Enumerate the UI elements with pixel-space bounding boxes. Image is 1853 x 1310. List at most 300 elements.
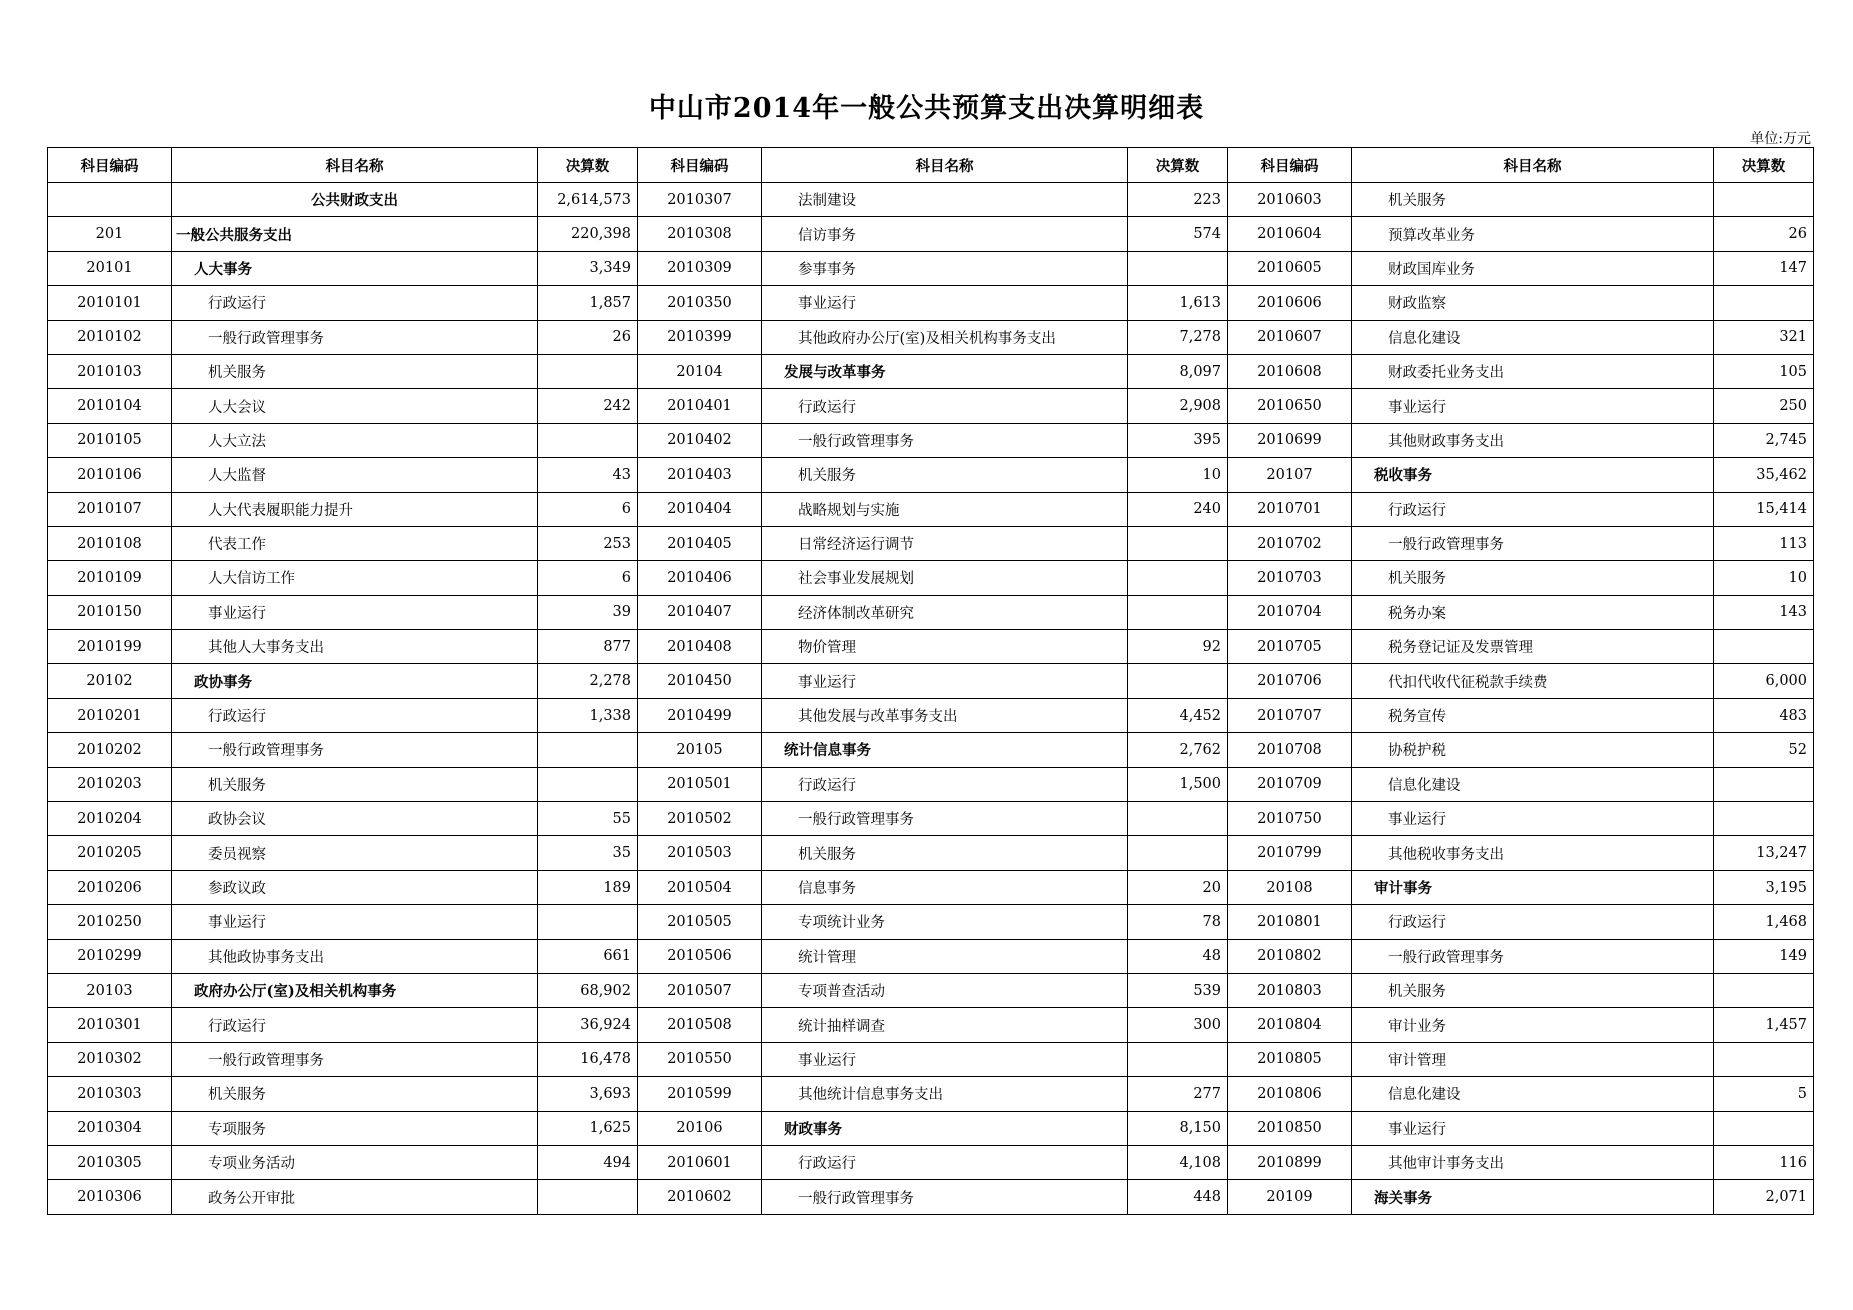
subject-name-cell: 行政运行	[762, 389, 1128, 423]
subject-code-cell: 2010402	[638, 423, 762, 457]
final-amount-cell: 395	[1128, 423, 1228, 457]
subject-name-cell: 一般行政管理事务	[172, 1042, 538, 1076]
subject-name-cell: 其他税收事务支出	[1352, 836, 1714, 870]
final-amount-cell	[1128, 802, 1228, 836]
final-amount-cell: 483	[1714, 698, 1814, 732]
final-amount-cell: 240	[1128, 492, 1228, 526]
subject-code-cell: 20104	[638, 354, 762, 388]
subject-code-cell: 2010150	[48, 595, 172, 629]
subject-code-cell: 2010401	[638, 389, 762, 423]
final-amount-cell	[1714, 767, 1814, 801]
final-amount-cell: 26	[538, 320, 638, 354]
column-header-value: 决算数	[1714, 148, 1814, 183]
final-amount-cell: 8,097	[1128, 354, 1228, 388]
table-row	[48, 526, 1814, 560]
final-amount-cell: 55	[538, 802, 638, 836]
subject-name-cell: 发展与改革事务	[762, 354, 1128, 388]
subject-name-cell: 事业运行	[1352, 802, 1714, 836]
subject-name-cell: 行政运行	[172, 286, 538, 320]
subject-name-cell: 参事事务	[762, 251, 1128, 285]
table-row	[48, 354, 1814, 388]
subject-code-cell: 2010499	[638, 698, 762, 732]
table-row	[48, 802, 1814, 836]
subject-code-cell: 2010850	[1228, 1111, 1352, 1145]
subject-name-cell: 行政运行	[1352, 492, 1714, 526]
subject-name-cell: 其他发展与改革事务支出	[762, 698, 1128, 732]
final-amount-cell	[1128, 526, 1228, 560]
table-body	[48, 183, 1814, 1215]
subject-code-cell: 2010203	[48, 767, 172, 801]
final-amount-cell	[1128, 595, 1228, 629]
subject-name-cell: 税务宣传	[1352, 698, 1714, 732]
subject-name-cell: 财政国库业务	[1352, 251, 1714, 285]
subject-name-cell: 专项业务活动	[172, 1145, 538, 1179]
subject-code-cell: 20105	[638, 733, 762, 767]
final-amount-cell: 1,457	[1714, 1008, 1814, 1042]
final-amount-cell: 52	[1714, 733, 1814, 767]
subject-name-cell: 事业运行	[762, 286, 1128, 320]
subject-name-cell: 机关服务	[1352, 973, 1714, 1007]
subject-name-cell: 物价管理	[762, 630, 1128, 664]
subject-name-cell: 税务办案	[1352, 595, 1714, 629]
final-amount-cell	[1714, 183, 1814, 217]
final-amount-cell: 6,000	[1714, 664, 1814, 698]
subject-code-cell: 2010405	[638, 526, 762, 560]
table-row	[48, 1077, 1814, 1111]
final-amount-cell	[538, 905, 638, 939]
final-amount-cell: 4,452	[1128, 698, 1228, 732]
subject-code-cell: 2010302	[48, 1042, 172, 1076]
final-amount-cell: 48	[1128, 939, 1228, 973]
subject-code-cell: 2010308	[638, 217, 762, 251]
subject-code-cell: 2010307	[638, 183, 762, 217]
subject-name-cell: 代表工作	[172, 526, 538, 560]
subject-name-cell: 协税护税	[1352, 733, 1714, 767]
subject-code-cell: 2010503	[638, 836, 762, 870]
subject-code-cell: 2010550	[638, 1042, 762, 1076]
final-amount-cell: 2,908	[1128, 389, 1228, 423]
subject-name-cell: 一般行政管理事务	[1352, 939, 1714, 973]
table-row	[48, 733, 1814, 767]
final-amount-cell	[1128, 561, 1228, 595]
subject-name-cell: 机关服务	[172, 1077, 538, 1111]
final-amount-cell	[538, 1180, 638, 1214]
subject-name-cell: 其他政协事务支出	[172, 939, 538, 973]
subject-code-cell: 2010202	[48, 733, 172, 767]
subject-code-cell: 20107	[1228, 458, 1352, 492]
subject-code-cell: 2010404	[638, 492, 762, 526]
subject-name-cell: 事业运行	[172, 905, 538, 939]
subject-code-cell: 2010802	[1228, 939, 1352, 973]
subject-name-cell: 人大监督	[172, 458, 538, 492]
final-amount-cell: 15,414	[1714, 492, 1814, 526]
final-amount-cell	[1714, 1111, 1814, 1145]
subject-name-cell: 审计事务	[1352, 870, 1714, 904]
final-amount-cell: 1,468	[1714, 905, 1814, 939]
subject-code-cell: 2010702	[1228, 526, 1352, 560]
final-amount-cell: 277	[1128, 1077, 1228, 1111]
final-amount-cell: 253	[538, 526, 638, 560]
budget-table	[47, 147, 1814, 1215]
table-row	[48, 320, 1814, 354]
subject-code-cell: 2010805	[1228, 1042, 1352, 1076]
subject-name-cell: 事业运行	[1352, 1111, 1714, 1145]
final-amount-cell: 220,398	[538, 217, 638, 251]
final-amount-cell: 92	[1128, 630, 1228, 664]
subject-code-cell: 2010703	[1228, 561, 1352, 595]
final-amount-cell: 1,613	[1128, 286, 1228, 320]
subject-name-cell: 机关服务	[172, 767, 538, 801]
table-row	[48, 905, 1814, 939]
subject-code-cell: 2010604	[1228, 217, 1352, 251]
subject-code-cell: 2010109	[48, 561, 172, 595]
subject-code-cell: 2010101	[48, 286, 172, 320]
subject-code-cell: 2010304	[48, 1111, 172, 1145]
final-amount-cell: 250	[1714, 389, 1814, 423]
final-amount-cell: 877	[538, 630, 638, 664]
subject-code-cell: 2010705	[1228, 630, 1352, 664]
subject-name-cell: 人大信访工作	[172, 561, 538, 595]
subject-name-cell: 人大立法	[172, 423, 538, 457]
final-amount-cell: 36,924	[538, 1008, 638, 1042]
final-amount-cell: 39	[538, 595, 638, 629]
table-row	[48, 251, 1814, 285]
subject-code-cell: 2010708	[1228, 733, 1352, 767]
subject-code-cell: 20102	[48, 664, 172, 698]
subject-code-cell: 20101	[48, 251, 172, 285]
final-amount-cell: 6	[538, 492, 638, 526]
subject-name-cell: 一般行政管理事务	[762, 423, 1128, 457]
subject-code-cell: 2010108	[48, 526, 172, 560]
column-header-value: 决算数	[538, 148, 638, 183]
subject-code-cell: 2010502	[638, 802, 762, 836]
column-header-code: 科目编码	[638, 148, 762, 183]
final-amount-cell: 116	[1714, 1145, 1814, 1179]
subject-name-cell: 事业运行	[762, 1042, 1128, 1076]
subject-code-cell: 2010699	[1228, 423, 1352, 457]
final-amount-cell: 26	[1714, 217, 1814, 251]
subject-name-cell: 信息化建设	[1352, 767, 1714, 801]
table-row	[48, 286, 1814, 320]
subject-code-cell: 2010709	[1228, 767, 1352, 801]
subject-name-cell: 政协事务	[172, 664, 538, 698]
final-amount-cell: 223	[1128, 183, 1228, 217]
subject-code-cell: 2010305	[48, 1145, 172, 1179]
subject-code-cell: 2010506	[638, 939, 762, 973]
final-amount-cell: 189	[538, 870, 638, 904]
final-amount-cell: 6	[538, 561, 638, 595]
subject-code-cell: 2010801	[1228, 905, 1352, 939]
subject-name-cell: 机关服务	[1352, 561, 1714, 595]
final-amount-cell: 1,625	[538, 1111, 638, 1145]
subject-code-cell: 20109	[1228, 1180, 1352, 1214]
table-row	[48, 1008, 1814, 1042]
subject-name-cell: 专项服务	[172, 1111, 538, 1145]
final-amount-cell: 242	[538, 389, 638, 423]
subject-name-cell: 财政委托业务支出	[1352, 354, 1714, 388]
subject-name-cell: 事业运行	[762, 664, 1128, 698]
subject-code-cell: 2010607	[1228, 320, 1352, 354]
final-amount-cell: 35	[538, 836, 638, 870]
subject-name-cell: 一般行政管理事务	[762, 1180, 1128, 1214]
subject-code-cell: 2010408	[638, 630, 762, 664]
final-amount-cell: 1,857	[538, 286, 638, 320]
subject-name-cell: 信息事务	[762, 870, 1128, 904]
table-row	[48, 183, 1814, 217]
subject-name-cell: 预算改革业务	[1352, 217, 1714, 251]
final-amount-cell: 574	[1128, 217, 1228, 251]
subject-name-cell: 其他财政事务支出	[1352, 423, 1714, 457]
final-amount-cell: 143	[1714, 595, 1814, 629]
table-row	[48, 870, 1814, 904]
table-row	[48, 1042, 1814, 1076]
subject-name-cell: 一般公共服务支出	[172, 217, 538, 251]
subject-code-cell: 2010105	[48, 423, 172, 457]
subject-code-cell: 2010406	[638, 561, 762, 595]
subject-code-cell: 2010403	[638, 458, 762, 492]
final-amount-cell: 1,338	[538, 698, 638, 732]
subject-code-cell: 201	[48, 217, 172, 251]
subject-name-cell: 其他政府办公厅(室)及相关机构事务支出	[762, 320, 1128, 354]
final-amount-cell	[538, 767, 638, 801]
subject-name-cell: 审计业务	[1352, 1008, 1714, 1042]
final-amount-cell: 448	[1128, 1180, 1228, 1214]
table-row	[48, 389, 1814, 423]
subject-name-cell: 海关事务	[1352, 1180, 1714, 1214]
subject-name-cell: 机关服务	[762, 458, 1128, 492]
subject-code-cell: 2010107	[48, 492, 172, 526]
table-row	[48, 492, 1814, 526]
subject-code-cell: 2010201	[48, 698, 172, 732]
subject-name-cell: 行政运行	[762, 1145, 1128, 1179]
subject-name-cell: 行政运行	[172, 1008, 538, 1042]
subject-name-cell: 一般行政管理事务	[1352, 526, 1714, 560]
subject-name-cell: 行政运行	[1352, 905, 1714, 939]
final-amount-cell: 3,693	[538, 1077, 638, 1111]
table-row	[48, 423, 1814, 457]
final-amount-cell: 10	[1128, 458, 1228, 492]
final-amount-cell: 539	[1128, 973, 1228, 1007]
final-amount-cell: 5	[1714, 1077, 1814, 1111]
subject-code-cell: 2010507	[638, 973, 762, 1007]
subject-name-cell: 政协会议	[172, 802, 538, 836]
table-row	[48, 630, 1814, 664]
final-amount-cell: 3,195	[1714, 870, 1814, 904]
subject-code-cell: 2010450	[638, 664, 762, 698]
final-amount-cell: 13,247	[1714, 836, 1814, 870]
final-amount-cell	[1714, 1042, 1814, 1076]
subject-name-cell: 其他审计事务支出	[1352, 1145, 1714, 1179]
final-amount-cell	[1714, 973, 1814, 1007]
subject-name-cell: 信息化建设	[1352, 1077, 1714, 1111]
subject-code-cell: 2010250	[48, 905, 172, 939]
subject-code-cell: 2010407	[638, 595, 762, 629]
subject-name-cell: 行政运行	[762, 767, 1128, 801]
final-amount-cell	[1128, 664, 1228, 698]
subject-code-cell: 2010603	[1228, 183, 1352, 217]
subject-name-cell: 一般行政管理事务	[172, 733, 538, 767]
final-amount-cell: 321	[1714, 320, 1814, 354]
subject-code-cell: 2010309	[638, 251, 762, 285]
subject-name-cell: 机关服务	[172, 354, 538, 388]
subject-code-cell: 2010601	[638, 1145, 762, 1179]
subject-code-cell: 2010103	[48, 354, 172, 388]
subject-code-cell: 2010102	[48, 320, 172, 354]
subject-code-cell: 2010508	[638, 1008, 762, 1042]
subject-code-cell: 2010501	[638, 767, 762, 801]
final-amount-cell: 2,071	[1714, 1180, 1814, 1214]
table-row	[48, 1180, 1814, 1214]
subject-name-cell: 专项统计业务	[762, 905, 1128, 939]
subject-name-cell: 其他人大事务支出	[172, 630, 538, 664]
subject-code-cell: 20106	[638, 1111, 762, 1145]
subject-name-cell: 法制建设	[762, 183, 1128, 217]
subject-code-cell: 2010205	[48, 836, 172, 870]
subject-code-cell: 20108	[1228, 870, 1352, 904]
final-amount-cell: 16,478	[538, 1042, 638, 1076]
final-amount-cell: 149	[1714, 939, 1814, 973]
subject-name-cell: 行政运行	[172, 698, 538, 732]
column-header-name: 科目名称	[172, 148, 538, 183]
subject-code-cell: 2010899	[1228, 1145, 1352, 1179]
subject-code-cell: 2010606	[1228, 286, 1352, 320]
subject-code-cell: 2010505	[638, 905, 762, 939]
subject-name-cell: 专项普查活动	[762, 973, 1128, 1007]
subject-code-cell: 20103	[48, 973, 172, 1007]
subject-name-cell: 政府办公厅(室)及相关机构事务	[172, 973, 538, 1007]
final-amount-cell: 661	[538, 939, 638, 973]
column-header-name: 科目名称	[1352, 148, 1714, 183]
table-row	[48, 1145, 1814, 1179]
table-row	[48, 973, 1814, 1007]
table-row	[48, 698, 1814, 732]
final-amount-cell	[538, 354, 638, 388]
subject-name-cell: 审计管理	[1352, 1042, 1714, 1076]
subject-code-cell: 2010350	[638, 286, 762, 320]
subject-name-cell: 社会事业发展规划	[762, 561, 1128, 595]
subject-name-cell: 一般行政管理事务	[172, 320, 538, 354]
subject-name-cell: 统计管理	[762, 939, 1128, 973]
subject-name-cell: 机关服务	[762, 836, 1128, 870]
final-amount-cell	[1128, 251, 1228, 285]
subject-code-cell: 2010204	[48, 802, 172, 836]
final-amount-cell: 68,902	[538, 973, 638, 1007]
subject-name-cell: 一般行政管理事务	[762, 802, 1128, 836]
column-header-code: 科目编码	[1228, 148, 1352, 183]
subject-name-cell: 参政议政	[172, 870, 538, 904]
subject-name-cell: 其他统计信息事务支出	[762, 1077, 1128, 1111]
subject-code-cell: 2010605	[1228, 251, 1352, 285]
final-amount-cell	[538, 423, 638, 457]
subject-name-cell: 信访事务	[762, 217, 1128, 251]
final-amount-cell: 35,462	[1714, 458, 1814, 492]
final-amount-cell: 10	[1714, 561, 1814, 595]
table-header-row	[48, 148, 1814, 183]
subject-code-cell: 2010602	[638, 1180, 762, 1214]
column-header-value: 决算数	[1128, 148, 1228, 183]
subject-code-cell: 2010804	[1228, 1008, 1352, 1042]
subject-name-cell: 事业运行	[172, 595, 538, 629]
subject-code-cell: 2010650	[1228, 389, 1352, 423]
final-amount-cell: 300	[1128, 1008, 1228, 1042]
subject-name-cell: 战略规划与实施	[762, 492, 1128, 526]
table-row	[48, 561, 1814, 595]
subject-code-cell: 2010303	[48, 1077, 172, 1111]
subject-name-cell: 公共财政支出	[172, 183, 538, 217]
table-row	[48, 217, 1814, 251]
subject-name-cell: 代扣代收代征税款手续费	[1352, 664, 1714, 698]
subject-name-cell: 政务公开审批	[172, 1180, 538, 1214]
final-amount-cell: 2,762	[1128, 733, 1228, 767]
final-amount-cell: 494	[538, 1145, 638, 1179]
subject-code-cell: 2010706	[1228, 664, 1352, 698]
subject-name-cell: 人大会议	[172, 389, 538, 423]
subject-code-cell: 2010206	[48, 870, 172, 904]
subject-name-cell: 财政监察	[1352, 286, 1714, 320]
subject-code-cell: 2010704	[1228, 595, 1352, 629]
column-header-code: 科目编码	[48, 148, 172, 183]
subject-code-cell: 2010306	[48, 1180, 172, 1214]
subject-code-cell: 2010701	[1228, 492, 1352, 526]
subject-code-cell: 2010104	[48, 389, 172, 423]
subject-name-cell: 信息化建设	[1352, 320, 1714, 354]
final-amount-cell: 78	[1128, 905, 1228, 939]
final-amount-cell	[1714, 286, 1814, 320]
subject-name-cell: 统计信息事务	[762, 733, 1128, 767]
final-amount-cell: 43	[538, 458, 638, 492]
column-header-name: 科目名称	[762, 148, 1128, 183]
subject-code-cell: 2010399	[638, 320, 762, 354]
table-row	[48, 939, 1814, 973]
final-amount-cell: 2,278	[538, 664, 638, 698]
final-amount-cell	[1128, 1042, 1228, 1076]
unit-label: 单位:万元	[1750, 131, 1811, 147]
final-amount-cell: 105	[1714, 354, 1814, 388]
subject-code-cell: 2010750	[1228, 802, 1352, 836]
subject-code-cell: 2010799	[1228, 836, 1352, 870]
subject-code-cell: 2010106	[48, 458, 172, 492]
subject-name-cell: 经济体制改革研究	[762, 595, 1128, 629]
subject-name-cell: 人大代表履职能力提升	[172, 492, 538, 526]
final-amount-cell	[1714, 630, 1814, 664]
subject-name-cell: 财政事务	[762, 1111, 1128, 1145]
final-amount-cell	[538, 733, 638, 767]
final-amount-cell: 8,150	[1128, 1111, 1228, 1145]
final-amount-cell: 7,278	[1128, 320, 1228, 354]
table-row	[48, 1111, 1814, 1145]
table-row	[48, 458, 1814, 492]
table-row	[48, 836, 1814, 870]
subject-code-cell: 2010299	[48, 939, 172, 973]
final-amount-cell	[1714, 802, 1814, 836]
subject-name-cell: 委员视察	[172, 836, 538, 870]
subject-code-cell: 2010599	[638, 1077, 762, 1111]
subject-code-cell	[48, 183, 172, 217]
subject-name-cell: 税收事务	[1352, 458, 1714, 492]
subject-code-cell: 2010301	[48, 1008, 172, 1042]
final-amount-cell: 147	[1714, 251, 1814, 285]
subject-name-cell: 税务登记证及发票管理	[1352, 630, 1714, 664]
subject-name-cell: 日常经济运行调节	[762, 526, 1128, 560]
subject-name-cell: 机关服务	[1352, 183, 1714, 217]
subject-code-cell: 2010803	[1228, 973, 1352, 1007]
subject-code-cell: 2010199	[48, 630, 172, 664]
final-amount-cell: 2,614,573	[538, 183, 638, 217]
subject-code-cell: 2010504	[638, 870, 762, 904]
final-amount-cell: 1,500	[1128, 767, 1228, 801]
subject-name-cell: 事业运行	[1352, 389, 1714, 423]
page-title: 中山市2014年一般公共预算支出决算明细表	[648, 93, 1205, 124]
